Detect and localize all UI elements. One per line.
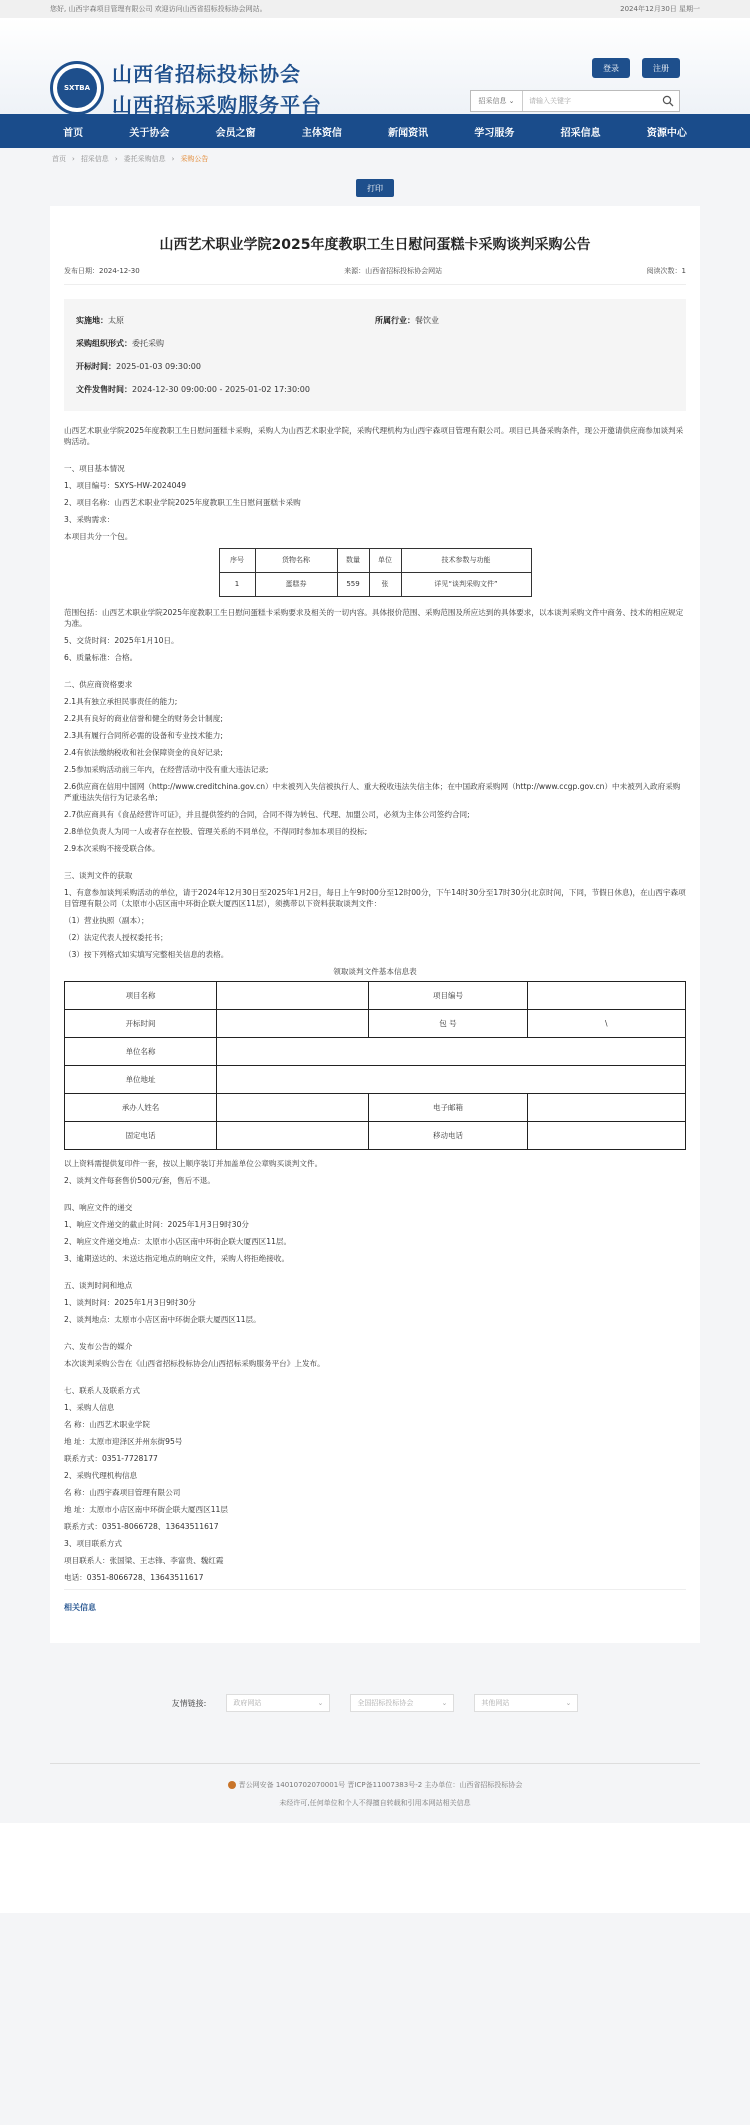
paragraph: 2、谈判文件每套售价500元/套，售后不退。 bbox=[64, 1176, 215, 1185]
list-item: 2.8单位负责人为同一人或者存在控股、管理关系的不同单位，不得同时参加本项目的投标; bbox=[64, 827, 368, 836]
footer bbox=[50, 1763, 700, 1823]
table-cell: 蛋糕券 bbox=[255, 573, 337, 597]
paragraph: 2、采购代理机构信息 bbox=[64, 1471, 138, 1480]
paragraph: 3、采购需求： bbox=[64, 515, 115, 524]
breadcrumb-home[interactable]: 首页 bbox=[52, 155, 66, 163]
paragraph: 2、响应文件递交地点：太原市小店区南中环街企联大厦西区11层。 bbox=[64, 1237, 292, 1246]
header bbox=[0, 18, 750, 117]
table-header: 技术参数与功能 bbox=[401, 549, 531, 573]
section-heading: 四、响应文件的递交 bbox=[64, 1203, 133, 1212]
nav-item-members[interactable]: 会员之窗 bbox=[215, 127, 256, 139]
goods-table bbox=[219, 548, 532, 597]
paragraph: 名 称：山西艺术职业学院 bbox=[64, 1420, 150, 1429]
article-source: 来源：山西省招标投标协会网站 bbox=[344, 267, 443, 275]
table-cell: 固定电话 bbox=[65, 1122, 217, 1150]
print-button[interactable]: 打印 bbox=[356, 179, 394, 197]
main-nav bbox=[0, 114, 750, 148]
table-cell: 单位名称 bbox=[65, 1038, 217, 1066]
location-value: 太原 bbox=[108, 316, 124, 325]
section-heading: 一、项目基本情况 bbox=[64, 464, 125, 473]
table-cell: 移动电话 bbox=[369, 1122, 527, 1150]
list-item: （1）营业执照（副本）； bbox=[64, 916, 149, 925]
paragraph: 联系方式：0351-7728177 bbox=[64, 1454, 158, 1463]
section-heading: 二、供应商资格要求 bbox=[64, 680, 133, 689]
paragraph: 3、项目联系方式 bbox=[64, 1539, 122, 1548]
logo-badge-text: SXTBA bbox=[57, 68, 97, 108]
search-icon[interactable] bbox=[657, 91, 679, 111]
table-row bbox=[65, 1010, 686, 1038]
breadcrumb-current: 采购公告 bbox=[180, 155, 209, 163]
nav-item-home[interactable]: 首页 bbox=[63, 127, 84, 139]
police-badge-icon bbox=[228, 1781, 236, 1789]
table-cell bbox=[217, 1066, 686, 1094]
paragraph: 5、交货时间：2025年1月10日。 bbox=[64, 636, 179, 645]
nav-item-resources[interactable]: 资源中心 bbox=[646, 127, 687, 139]
list-item: （2）法定代表人授权委托书； bbox=[64, 933, 168, 942]
table-cell: 1 bbox=[219, 573, 255, 597]
list-item: 2.2具有良好的商业信誉和健全的财务会计制度; bbox=[64, 714, 223, 723]
list-item: 2.3具有履行合同所必需的设备和专业技术能力; bbox=[64, 731, 223, 740]
friend-links-label: 友情链接: bbox=[171, 1698, 207, 1708]
friend-link-select-3[interactable]: 其他网站 ⌄ bbox=[474, 1694, 578, 1712]
footer-copyright: 未经许可,任何单位和个人不得擅自转载和引用本网站相关信息 bbox=[279, 1798, 471, 1807]
paragraph: 2、项目名称：山西艺术职业学院2025年度教职工生日慰问蛋糕卡采购 bbox=[64, 498, 301, 507]
table-caption: 领取谈判文件基本信息表 bbox=[333, 967, 417, 976]
breadcrumb-procurement[interactable]: 招采信息 bbox=[80, 155, 109, 163]
paragraph: 地 址：太原市迎泽区并州东街95号 bbox=[64, 1437, 183, 1446]
table-cell: 项目名称 bbox=[65, 982, 217, 1010]
login-button[interactable]: 登录 bbox=[592, 58, 630, 78]
paragraph: 电话：0351-8066728、13643511617 bbox=[64, 1573, 204, 1582]
table-cell bbox=[217, 1038, 686, 1066]
related-info-heading[interactable]: 相关信息 bbox=[64, 1589, 686, 1629]
paragraph: 1、有意参加谈判采购活动的单位，请于2024年12月30日至2025年1月2日，每日上午9时00分至12时00分，下午14时30分至17时30分(北京时间，下同，节假日休息)，在山西宇森项目管理有限公司（太原市小店区南中环街企联大厦西区11层），须携带以下资料获取谈判文件： bbox=[64, 888, 686, 908]
table-cell bbox=[217, 1010, 369, 1038]
list-item: 2.7供应商具有《食品经营许可证》，并且提供签约的合同，合同不得为转包、代理、加盟公司，必须为主体公司签约合同; bbox=[64, 810, 470, 819]
search-input[interactable]: 请输入关键字 bbox=[529, 97, 571, 105]
section-heading: 六、发布公告的媒介 bbox=[64, 1342, 133, 1351]
table-header: 货物名称 bbox=[255, 549, 337, 573]
top-bar bbox=[0, 0, 750, 18]
org-value: 委托采购 bbox=[132, 339, 164, 348]
org-label: 采购组织形式： bbox=[76, 339, 132, 348]
paragraph: 6、质量标准：合格。 bbox=[64, 653, 138, 662]
chevron-down-icon: ⌄ bbox=[441, 1699, 448, 1707]
table-header: 单位 bbox=[369, 549, 401, 573]
paragraph: 1、采购人信息 bbox=[64, 1403, 115, 1412]
logo-title-line1: 山西省招标投标协会 bbox=[112, 62, 301, 86]
paragraph: 地 址：太原市小店区南中环街企联大厦西区11层 bbox=[64, 1505, 228, 1514]
table-cell: 包 号 bbox=[369, 1010, 527, 1038]
nav-item-learning[interactable]: 学习服务 bbox=[474, 127, 515, 139]
paragraph: 1、项目编号：SXYS-HW-2024049 bbox=[64, 481, 187, 490]
paragraph: 项目联系人：张国梁、王志锋、李富贵、魏红霞 bbox=[64, 1556, 224, 1565]
chevron-down-icon: ⌄ bbox=[565, 1699, 572, 1707]
paragraph: 联系方式：0351-8066728、13643511617 bbox=[64, 1522, 219, 1531]
table-cell: 详见“谈判采购文件” bbox=[401, 573, 531, 597]
table-cell: 项目编号 bbox=[369, 982, 527, 1010]
section-heading: 七、联系人及联系方式 bbox=[64, 1386, 140, 1395]
publish-date: 发布日期：2024-12-30 bbox=[64, 267, 140, 275]
list-item: 2.6供应商在信用中国网（http://www.creditchina.gov.cn）中未被列入失信被执行人、重大税收违法失信主体；在中国政府采购网（http://www.ccgp.gov.cn）中未被列入政府采购严重违法失信行为记录名单; bbox=[64, 782, 681, 802]
article-body bbox=[64, 425, 686, 1583]
table-cell: 单位地址 bbox=[65, 1066, 217, 1094]
registration-form-table bbox=[64, 981, 686, 1150]
article-meta bbox=[64, 266, 686, 285]
paragraph: 本项目共分一个包。 bbox=[64, 532, 133, 541]
paragraph: 名 称：山西宇森项目管理有限公司 bbox=[64, 1488, 181, 1497]
chevron-down-icon: ⌄ bbox=[317, 1699, 324, 1707]
table-cell bbox=[217, 982, 369, 1010]
open-time-label: 开标时间： bbox=[76, 362, 116, 371]
paragraph: 范围包括：山西艺术职业学院2025年度教职工生日慰问蛋糕卡采购要求及相关的一切内容。具体报价范围、采购范围及所应达到的具体要求，以本谈判采购文件中商务、技术的相应规定为准。 bbox=[64, 608, 684, 628]
logo-emblem-icon bbox=[50, 61, 104, 115]
friend-link-select-2[interactable]: 全国招标投标协会 ⌄ bbox=[350, 1694, 454, 1712]
paragraph: 1、谈判时间：2025年1月3日9时30分 bbox=[64, 1298, 196, 1307]
table-row bbox=[65, 1066, 686, 1094]
list-item: 2.1具有独立承担民事责任的能力; bbox=[64, 697, 178, 706]
paragraph: 本次谈判采购公告在《山西省招标投标协会/山西招标采购服务平台》上发布。 bbox=[64, 1359, 325, 1368]
paragraph: 2、谈判地点：太原市小店区南中环街企联大厦西区11层。 bbox=[64, 1315, 261, 1324]
table-row bbox=[65, 1038, 686, 1066]
footer-icp[interactable]: 晋公网安备 14010702070001号 晋ICP备11007383号-2 主办单位：山西省招标投标协会 bbox=[238, 1780, 523, 1789]
paragraph: 3、逾期送达的、未送达指定地点的响应文件，采购人将拒绝接收。 bbox=[64, 1254, 290, 1263]
page-title: 山西艺术职业学院2025年度教职工生日慰问蛋糕卡采购谈判采购公告 bbox=[159, 237, 591, 253]
register-button[interactable]: 注册 bbox=[642, 58, 680, 78]
project-info-box bbox=[64, 299, 686, 411]
issue-time-value: 2024-12-30 09:00:00 - 2025-01-02 17:30:00 bbox=[132, 385, 310, 394]
table-cell bbox=[217, 1094, 369, 1122]
nav-item-about[interactable]: 关于协会 bbox=[129, 127, 170, 139]
list-item: 2.9本次采购不接受联合体。 bbox=[64, 844, 160, 853]
table-cell: 开标时间 bbox=[65, 1010, 217, 1038]
table-cell: 张 bbox=[369, 573, 401, 597]
table-cell: 承办人姓名 bbox=[65, 1094, 217, 1122]
table-cell: \ bbox=[527, 1010, 685, 1038]
search-type-select[interactable]: 招采信息 ⌄ bbox=[471, 91, 523, 111]
table-row bbox=[65, 1122, 686, 1150]
table-header: 序号 bbox=[219, 549, 255, 573]
industry-label: 所属行业： bbox=[375, 316, 415, 325]
table-cell bbox=[527, 1094, 685, 1122]
article-card bbox=[50, 206, 700, 1643]
nav-item-procurement[interactable]: 招采信息 bbox=[560, 127, 601, 139]
list-item: 2.4有依法缴纳税收和社会保障资金的良好记录; bbox=[64, 748, 223, 757]
search-bar bbox=[470, 90, 680, 112]
industry-value: 餐饮业 bbox=[415, 316, 439, 325]
table-cell bbox=[527, 1122, 685, 1150]
table-row bbox=[65, 1094, 686, 1122]
friend-link-select-1[interactable]: 政府网站 ⌄ bbox=[226, 1694, 330, 1712]
intro-paragraph: 山西艺术职业学院2025年度教职工生日慰问蛋糕卡采购，采购人为山西艺术职业学院，采购代理机构为山西宇森项目管理有限公司。项目已具备采购条件，现公开邀请供应商参加谈判采购活动。 bbox=[64, 426, 684, 446]
table-cell: 559 bbox=[337, 573, 369, 597]
list-item: 2.5参加采购活动前三年内，在经营活动中没有重大违法记录; bbox=[64, 765, 269, 774]
open-time-value: 2025-01-03 09:30:00 bbox=[116, 362, 201, 371]
logo-title-line2: 山西招标采购服务平台 bbox=[112, 93, 322, 117]
table-cell bbox=[527, 982, 685, 1010]
breadcrumb-entrusted[interactable]: 委托采购信息 bbox=[123, 155, 166, 163]
welcome-text: 您好, 山西宇森项目管理有限公司 欢迎访问山西省招标投标协会网站。 bbox=[50, 5, 267, 13]
view-count: 阅读次数：1 bbox=[646, 267, 686, 275]
paragraph: 1、响应文件递交的截止时间：2025年1月3日9时30分 bbox=[64, 1220, 249, 1229]
location-label: 实施地： bbox=[76, 316, 108, 325]
nav-item-news[interactable]: 新闻资讯 bbox=[388, 127, 429, 139]
breadcrumb: 首页 › 招采信息 › 委托采购信息 › 采购公告 bbox=[52, 155, 209, 163]
list-item: （3）按下列格式如实填写完整相关信息的表格。 bbox=[64, 950, 229, 959]
table-cell bbox=[217, 1122, 369, 1150]
table-cell: 电子邮箱 bbox=[369, 1094, 527, 1122]
section-heading: 五、谈判时间和地点 bbox=[64, 1281, 133, 1290]
friend-links bbox=[0, 1643, 750, 1763]
section-heading: 三、谈判文件的获取 bbox=[64, 871, 133, 880]
paragraph: 以上资料需提供复印件一套，按以上顺序装订并加盖单位公章购买谈判文件。 bbox=[64, 1159, 323, 1168]
date-text: 2024年12月30日 星期一 bbox=[620, 5, 700, 13]
site-logo[interactable] bbox=[50, 58, 322, 118]
nav-item-credit[interactable]: 主体资信 bbox=[301, 127, 342, 139]
table-row bbox=[65, 982, 686, 1010]
table-row bbox=[219, 573, 531, 597]
issue-time-label: 文件发售时间： bbox=[76, 385, 132, 394]
table-header: 数量 bbox=[337, 549, 369, 573]
